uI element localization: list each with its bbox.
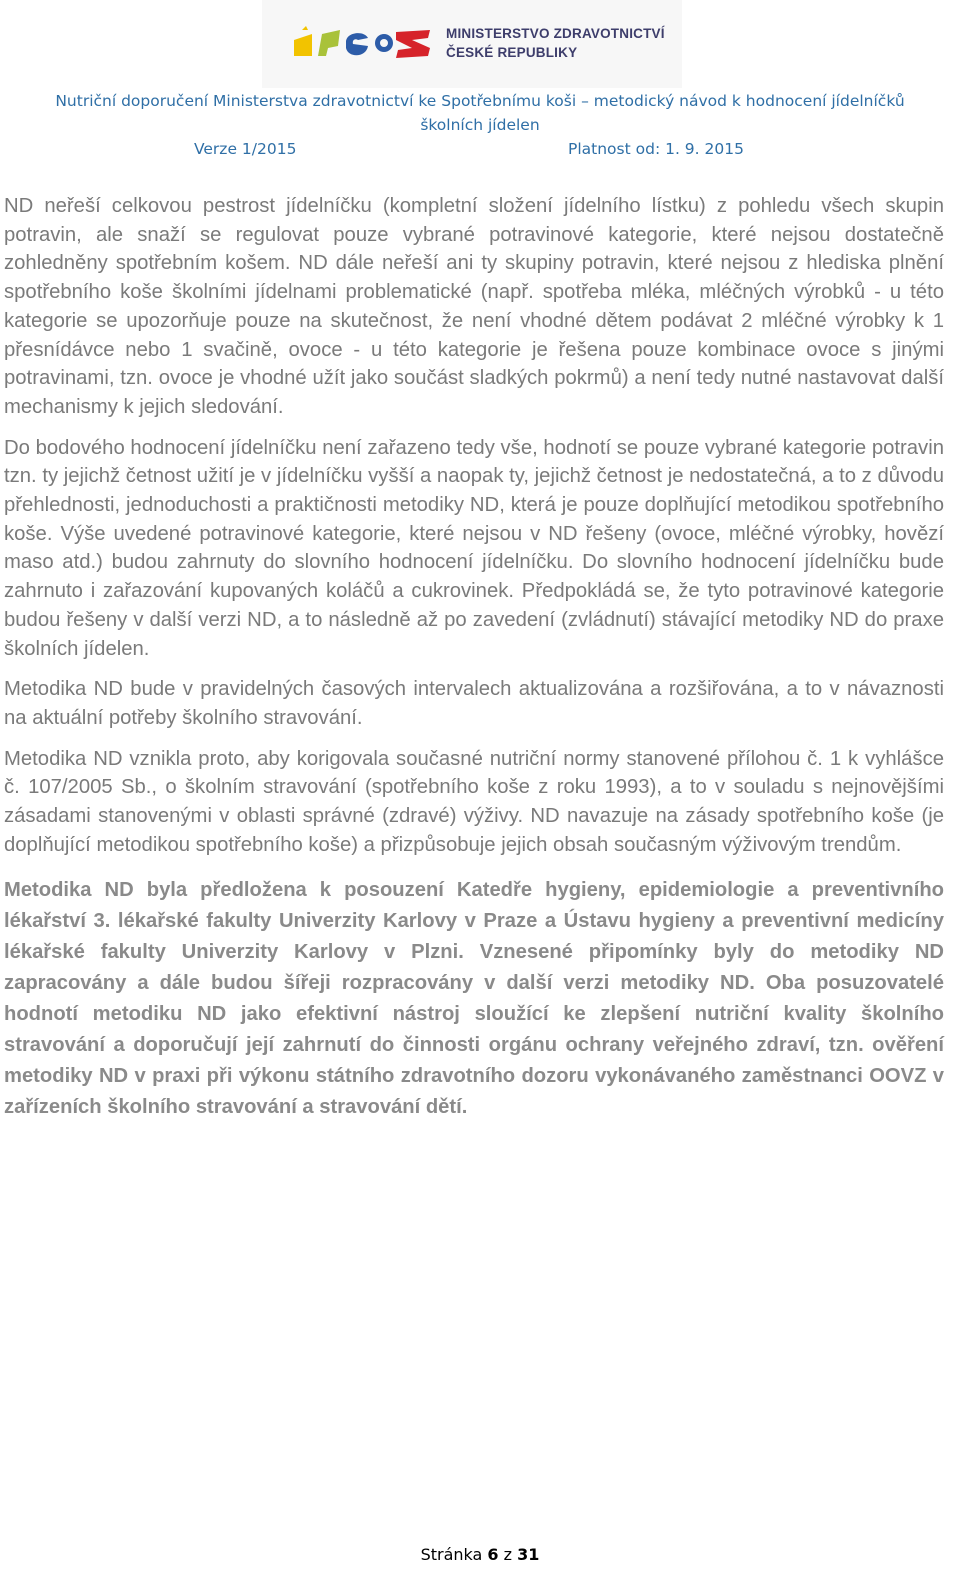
- document-title: [0, 89, 960, 137]
- body-paragraph-1: ND neřeší celkovou pestrost jídelníčku (kompletní složení jídelního lístku) z pohledu všech skupin potravin, ale snaží se regulovat pouze vybrané potravinové kategorie, které nejsou dostatečně zohledněny spotřebním košem. ND dále neřeší ani ty skupiny potravin, které nejsou z hlediska plnění spotřebního koše školními jídelnami problematické (např. spotřeba mléka, mléčných výrobků - u této kategorie se upozorňuje pouze na skutečnost, že není vhodné dětem podávat 2 mléčné výrobky k 1 přesnídávce nebo 1 svačině, ovoce - u této kategorie je řešena pouze kombinace ovoce s jinými potravinami, tzn. ovoce je vhodné užít jako součást sladkých pokrmů) a není tedy nutné nastavovat další mechanismy k jejich sledování.: [4, 195, 944, 418]
- page-number-prefix: Stránka: [420, 1545, 488, 1564]
- validity-date: Platnost od: 1. 9. 2015: [568, 140, 744, 158]
- page-number: [0, 1545, 960, 1564]
- body-paragraph-3: Metodika ND bude v pravidelných časových intervalech aktualizována a rozšiřována, a to v návaznosti na aktuální potřeby školního stravování.: [4, 678, 944, 729]
- page-number-separator: z: [498, 1545, 518, 1564]
- body-paragraph-2: Do bodového hodnocení jídelníčku není zařazeno tedy vše, hodnotí se pouze vybrané kategorie potravin tzn. ty jejichž četnost užití je v jídelníčku vyšší a naopak ty, jejichž četnost je nedostatečná, a to z důvodu přehlednosti, jednoduchosti a praktičnosti metodiky ND, která je pouze doplňující metodikou spotřebního koše. Výše uvedené potravinové kategorie, které nejsou v ND řešeny (ovoce, mléčné výrobky, hovězí maso atd.) budou zahrnuty do slovního hodnocení jídelníčku. Do slovního hodnocení jídelníčku bude zahrnuto i zařazování kupovaných koláčů a cukrovinek. Předpokládá se, že tyto potravinové kategorie budou řešeny v další verzi ND, a to následně až po zavedení (zvládnutí) stávající metodiky ND do praxe školních jídelen.: [4, 436, 944, 660]
- current-page: 6: [487, 1545, 499, 1564]
- document-body: [4, 192, 944, 1123]
- ministry-logo: [262, 0, 682, 88]
- total-pages: 31: [517, 1545, 540, 1564]
- document-title-line2: školních jídelen: [420, 116, 540, 134]
- ministry-name-line1: MINISTERSTVO ZDRAVOTNICTVÍ: [446, 26, 665, 41]
- body-paragraph-4: Metodika ND vznikla proto, aby korigovala současné nutriční normy stanovené přílohou č. 1 k vyhlášce č. 107/2005 Sb., o školním stravování (spotřebního koše z roku 1993), a to v souladu s nejnovějšími zásadami stanovenými v oblasti správné (zdravé) výživy. ND navazuje na zásady spotřebního koše (je doplňující metodikou spotřebního koše) a přizpůsobuje jejich obsah současným výživovým trendům.: [4, 747, 944, 856]
- document-title-line1: Nutriční doporučení Ministerstva zdravotnictví ke Spotřebnímu koši – metodický návod k hodnocení jídelníčků: [55, 92, 905, 110]
- version-label: Verze 1/2015: [194, 140, 297, 158]
- page-header: [0, 0, 960, 170]
- ministry-logo-mark-icon: [292, 26, 432, 60]
- body-paragraph-5: Metodika ND byla předložena k posouzení Katedře hygieny, epidemiologie a preventivního lékařství 3. lékařské fakulty Univerzity Karlovy v Praze a Ústavu hygieny a preventivní medicíny lékařské fakulty Univerzity Karlovy v Plzni. Vznesené připomínky byly do metodiky ND zapracovány a dále budou šířeji rozpracovány v další verzi metodiky ND. Oba posuzovatelé hodnotí metodiku ND jako efektivní nástroj sloužící ke zlepšení nutriční kvality školního stravování a doporučují její zahrnutí do činnosti orgánu ochrany veřejného zdraví, tzn. ověření metodiky ND v praxi při výkonu státního zdravotního dozoru vykonávaného zaměstnanci OOVZ v zařízeních školního stravování a stravování dětí.: [4, 879, 944, 1118]
- ministry-name-line2: ČESKÉ REPUBLIKY: [446, 45, 578, 60]
